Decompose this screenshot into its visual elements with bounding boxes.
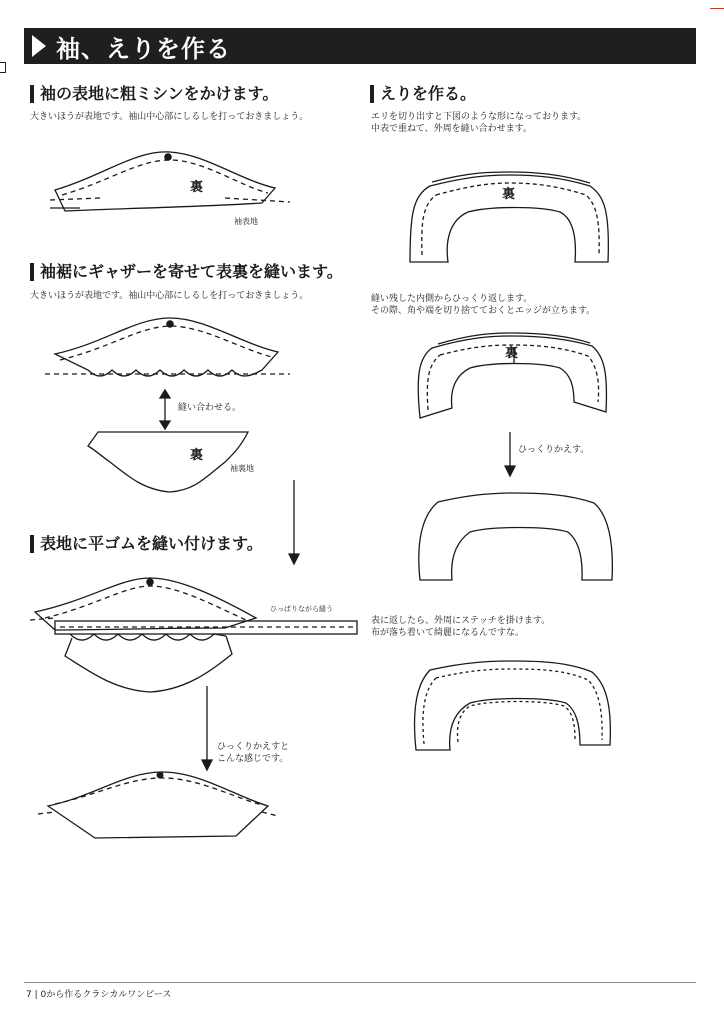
sleeve-elastic-pattern <box>30 578 357 692</box>
collar-ura-label-2: 裏 <box>505 346 519 361</box>
sleeve-lining-label: 袖裏地 <box>230 464 254 473</box>
collar-topstitched-pattern <box>415 661 611 750</box>
sleeve-lining-ura-label: 裏 <box>190 448 204 463</box>
center-mark-icon <box>166 320 174 328</box>
arrow-down-icon <box>289 480 299 564</box>
flip-label-2: こんな感じです。 <box>217 754 289 764</box>
sleeve-step1-omote-label: 袖表地 <box>234 217 258 226</box>
collar-flip-label: ひっくりかえす。 <box>518 445 590 455</box>
sleeve-step2-heading: 袖裾にギャザーを寄せて表裏を縫います。 <box>30 263 343 281</box>
collar-turned-pattern <box>419 493 613 580</box>
collar-desc-3: 縫い残した内側からひっくり返します。 <box>371 294 533 304</box>
sleeve-step1-heading: 袖の表地に粗ミシンをかけます。 <box>30 85 278 103</box>
center-mark-icon <box>146 578 154 586</box>
collar-heading: えりを作る。 <box>370 85 476 103</box>
footer-text: 7 | 0から作るクラシカルワンピース <box>26 990 172 1000</box>
sleeve-gathered-pattern <box>45 318 290 492</box>
collar-ura-label-1: 裏 <box>502 187 516 202</box>
collar-desc-4: その際、角や端を切り捨てておくとエッジが立ちます。 <box>371 306 596 316</box>
center-mark-icon <box>157 772 164 779</box>
sew-together-label: 縫い合わせる。 <box>178 403 242 413</box>
arrow-down-icon <box>202 686 289 770</box>
sleeve-step1-desc: 大きいほうが表地です。袖山中心部にしるしを打っておきましょう。 <box>30 112 309 122</box>
sleeve-outer-pattern <box>50 152 290 226</box>
sleeve-finished-pattern <box>38 772 278 839</box>
pull-while-sewing-label: ひっぱりながら縫う <box>270 605 333 613</box>
collar-sewn-pattern <box>410 172 608 262</box>
collar-desc-1: エリを切り出すと下図のような形になっております。 <box>371 112 587 122</box>
collar-trimmed-pattern <box>418 333 606 418</box>
footer-divider <box>24 982 696 983</box>
flip-label-1: ひっくりかえすと <box>217 742 290 752</box>
collar-desc-6: 布が落ち着いて綺麗になるんですな。 <box>371 628 525 638</box>
sleeve-step3-heading: 表地に平ゴムを縫い付けます。 <box>30 535 263 553</box>
collar-desc-2: 中表で重ねて、外周を縫い合わせます。 <box>371 124 532 134</box>
sleeve-step2-desc: 大きいほうが表地です。袖山中心部にしるしを打っておきましょう。 <box>30 291 309 301</box>
page-title: 袖、えりを作る <box>56 34 231 63</box>
center-mark-icon <box>164 153 172 161</box>
sleeve-step1-ura-label: 裏 <box>190 180 204 195</box>
collar-desc-5: 表に返したら、外周にステッチを掛けます。 <box>371 616 551 626</box>
arrow-down-icon <box>505 432 589 476</box>
